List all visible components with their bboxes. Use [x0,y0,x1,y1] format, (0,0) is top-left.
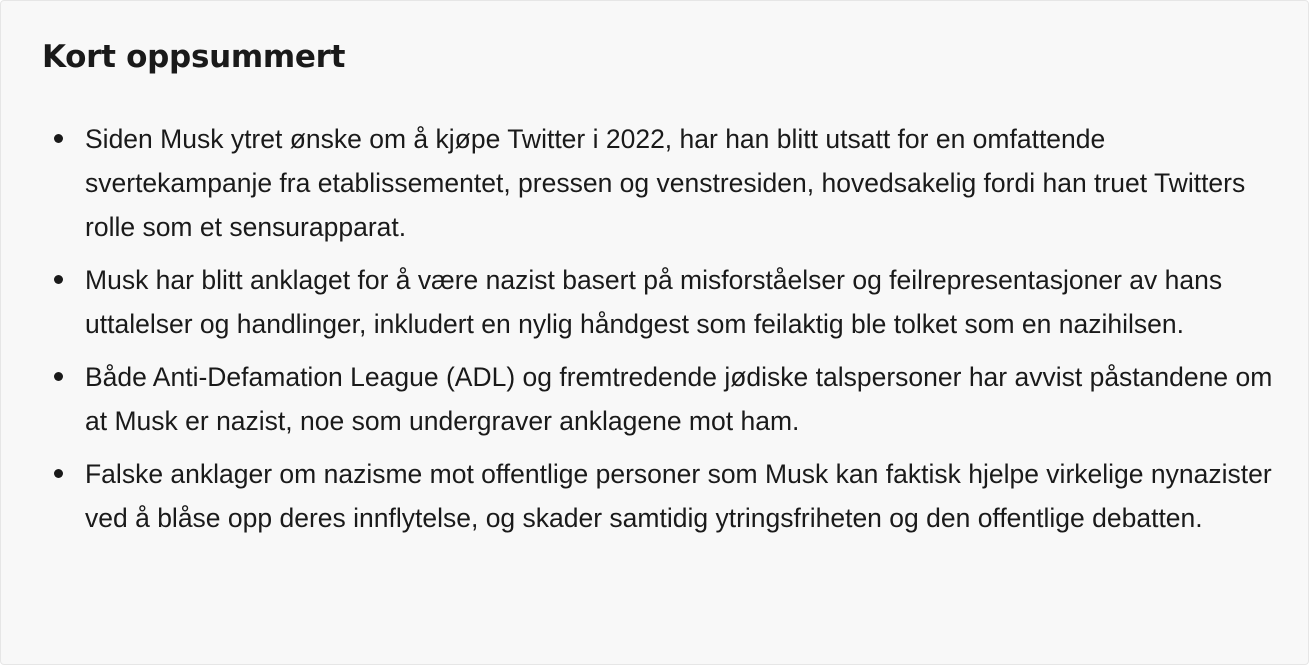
bullet-icon [54,275,63,284]
list-item-text: Falske anklager om nazisme mot offentlige personer som Musk kan faktisk hjelpe virkelige nynazister ved å blåse opp deres innflytelse, og skader samtidig ytringsfriheten og den offentlige debatten. [85,459,1272,533]
list-item [49,258,1284,346]
list-item [49,117,1284,249]
bullet-icon [54,469,63,478]
list-item-text: Musk har blitt anklaget for å være nazist basert på misforståelser og feilrepresentasjoner av hans uttalelser og handlinger, inkludert en nylig håndgest som feilaktig ble tolket som en nazihilsen. [85,265,1223,339]
list-item [49,355,1284,443]
list-item-text: Siden Musk ytret ønske om å kjøpe Twitter i 2022, har han blitt utsatt for en omfattende svertekampanje fra etablissementet, pressen og venstresiden, hovedsakelig fordi han truet Twitters rolle som et sensurapparat. [85,124,1246,242]
summary-heading: Kort oppsummert [42,39,346,75]
bullet-icon [54,134,63,143]
bullet-icon [54,372,63,381]
list-item-text: Både Anti-Defamation League (ADL) og fremtredende jødiske talspersoner har avvist påstandene om at Musk er nazist, noe som undergraver anklagene mot ham. [85,362,1273,436]
summary-list [49,117,1284,549]
list-item [49,452,1284,540]
